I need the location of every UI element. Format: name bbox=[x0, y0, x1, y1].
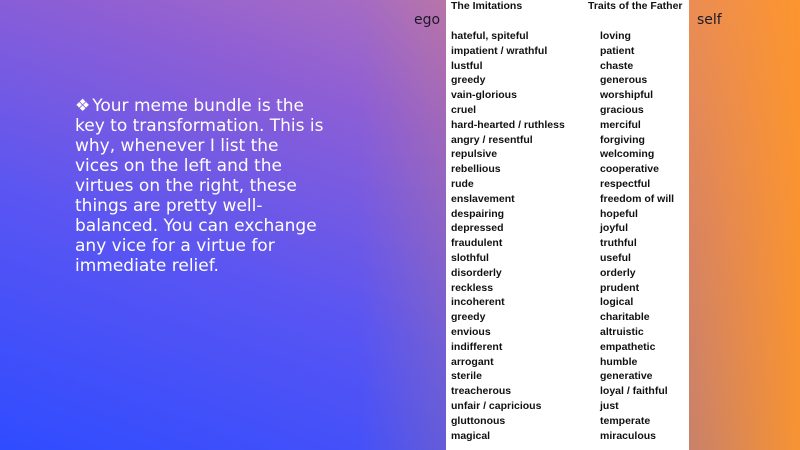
vice-cell: impatient / wrathful bbox=[451, 44, 548, 57]
vice-cell: fraudulent bbox=[451, 237, 503, 250]
vice-cell: greedy bbox=[451, 311, 486, 324]
vice-cell: magical bbox=[451, 429, 491, 442]
virtue-cell: altruistic bbox=[600, 325, 644, 338]
vice-cell: hard-hearted / ruthless bbox=[451, 118, 565, 131]
vice-cell: greedy bbox=[451, 74, 486, 87]
vice-cell: incoherent bbox=[451, 296, 505, 309]
vice-cell: rude bbox=[451, 177, 474, 190]
virtue-cell: miraculous bbox=[600, 429, 657, 442]
ego-label: ego bbox=[414, 12, 441, 28]
vice-cell: sterile bbox=[451, 370, 482, 383]
virtue-cell: forgiving bbox=[600, 133, 645, 146]
bullet-diamond-icon: ❖ bbox=[75, 96, 91, 116]
virtue-cell: generative bbox=[600, 370, 653, 383]
vice-cell: vain-glorious bbox=[451, 89, 517, 102]
vice-cell: repulsive bbox=[451, 148, 498, 161]
table-row bbox=[446, 88, 689, 103]
table-row bbox=[446, 207, 689, 222]
vice-cell: rebellious bbox=[451, 163, 501, 176]
table-row bbox=[446, 325, 689, 340]
virtue-cell: truthful bbox=[600, 237, 637, 250]
self-label: self bbox=[697, 12, 722, 28]
virtue-cell: freedom of will bbox=[600, 192, 675, 205]
virtue-cell: orderly bbox=[600, 266, 636, 279]
table-row bbox=[446, 414, 689, 429]
virtue-cell: loving bbox=[600, 30, 631, 42]
vice-cell: disorderly bbox=[451, 266, 502, 279]
vice-cell: depressed bbox=[451, 222, 504, 235]
virtue-cell: temperate bbox=[600, 414, 651, 427]
vice-cell: indifferent bbox=[451, 340, 503, 353]
table-row bbox=[446, 340, 689, 355]
table-row bbox=[446, 310, 689, 325]
table-row bbox=[446, 295, 689, 310]
table-row bbox=[446, 384, 689, 399]
virtue-cell: worshipful bbox=[600, 89, 654, 102]
table-body bbox=[446, 29, 689, 443]
vice-cell: unfair / capricious bbox=[451, 399, 542, 412]
vice-cell: lustful bbox=[451, 59, 483, 72]
vice-cell: enslavement bbox=[451, 192, 515, 205]
header-imitations: The Imitations bbox=[451, 0, 523, 12]
table-row bbox=[446, 73, 689, 88]
table-row bbox=[446, 147, 689, 162]
table-row bbox=[446, 192, 689, 207]
vice-cell: hateful, spiteful bbox=[451, 30, 529, 42]
table-row bbox=[446, 162, 689, 177]
virtue-cell: just bbox=[600, 399, 619, 412]
table-row bbox=[446, 266, 689, 281]
virtue-cell: prudent bbox=[600, 281, 640, 294]
virtue-cell: joyful bbox=[600, 222, 628, 235]
table-row bbox=[446, 44, 689, 59]
header-traits-of-father: Traits of the Father bbox=[588, 0, 683, 12]
virtue-cell: cooperative bbox=[600, 163, 659, 176]
table-row bbox=[446, 29, 689, 44]
virtue-cell: chaste bbox=[600, 59, 634, 72]
vice-cell: cruel bbox=[451, 103, 477, 116]
table-row bbox=[446, 236, 689, 251]
table-row bbox=[446, 221, 689, 236]
vice-cell: arrogant bbox=[451, 355, 494, 368]
virtue-cell: hopeful bbox=[600, 207, 638, 220]
virtue-cell: loyal / faithful bbox=[600, 385, 668, 398]
virtue-cell: logical bbox=[600, 296, 634, 309]
table-row bbox=[446, 429, 689, 444]
vice-cell: despairing bbox=[451, 207, 505, 220]
virtue-cell: patient bbox=[600, 44, 635, 57]
table-row bbox=[446, 133, 689, 148]
virtue-cell: charitable bbox=[600, 311, 650, 324]
vice-cell: slothful bbox=[451, 251, 489, 264]
virtue-cell: generous bbox=[600, 74, 648, 87]
table-row bbox=[446, 355, 689, 370]
table-row bbox=[446, 399, 689, 414]
virtue-cell: useful bbox=[600, 251, 631, 264]
virtue-cell: merciful bbox=[600, 118, 641, 131]
table-row bbox=[446, 281, 689, 296]
bullet-paragraph bbox=[75, 96, 325, 276]
vice-cell: envious bbox=[451, 325, 491, 338]
virtue-cell: humble bbox=[600, 355, 638, 368]
table-row bbox=[446, 118, 689, 133]
vice-cell: treacherous bbox=[451, 385, 512, 398]
vice-cell: angry / resentful bbox=[451, 133, 533, 146]
vice-cell: reckless bbox=[451, 281, 494, 294]
traits-table bbox=[446, 0, 689, 450]
table-row bbox=[446, 59, 689, 74]
vice-cell: gluttonous bbox=[451, 414, 506, 427]
table-row bbox=[446, 177, 689, 192]
virtue-cell: empathetic bbox=[600, 340, 656, 353]
virtue-cell: respectful bbox=[600, 177, 651, 190]
virtue-cell: welcoming bbox=[600, 148, 655, 161]
table-row bbox=[446, 103, 689, 118]
bullet-text: Your meme bundle is the key to transformation. This is why, whenever I list the vices on the left and the virtues on the right, these things are pretty well-balanced. You can exchange any vice for a virtue for immediate relief. bbox=[75, 96, 324, 276]
table-row bbox=[446, 251, 689, 266]
table-row bbox=[446, 369, 689, 384]
virtue-cell: gracious bbox=[600, 103, 644, 116]
